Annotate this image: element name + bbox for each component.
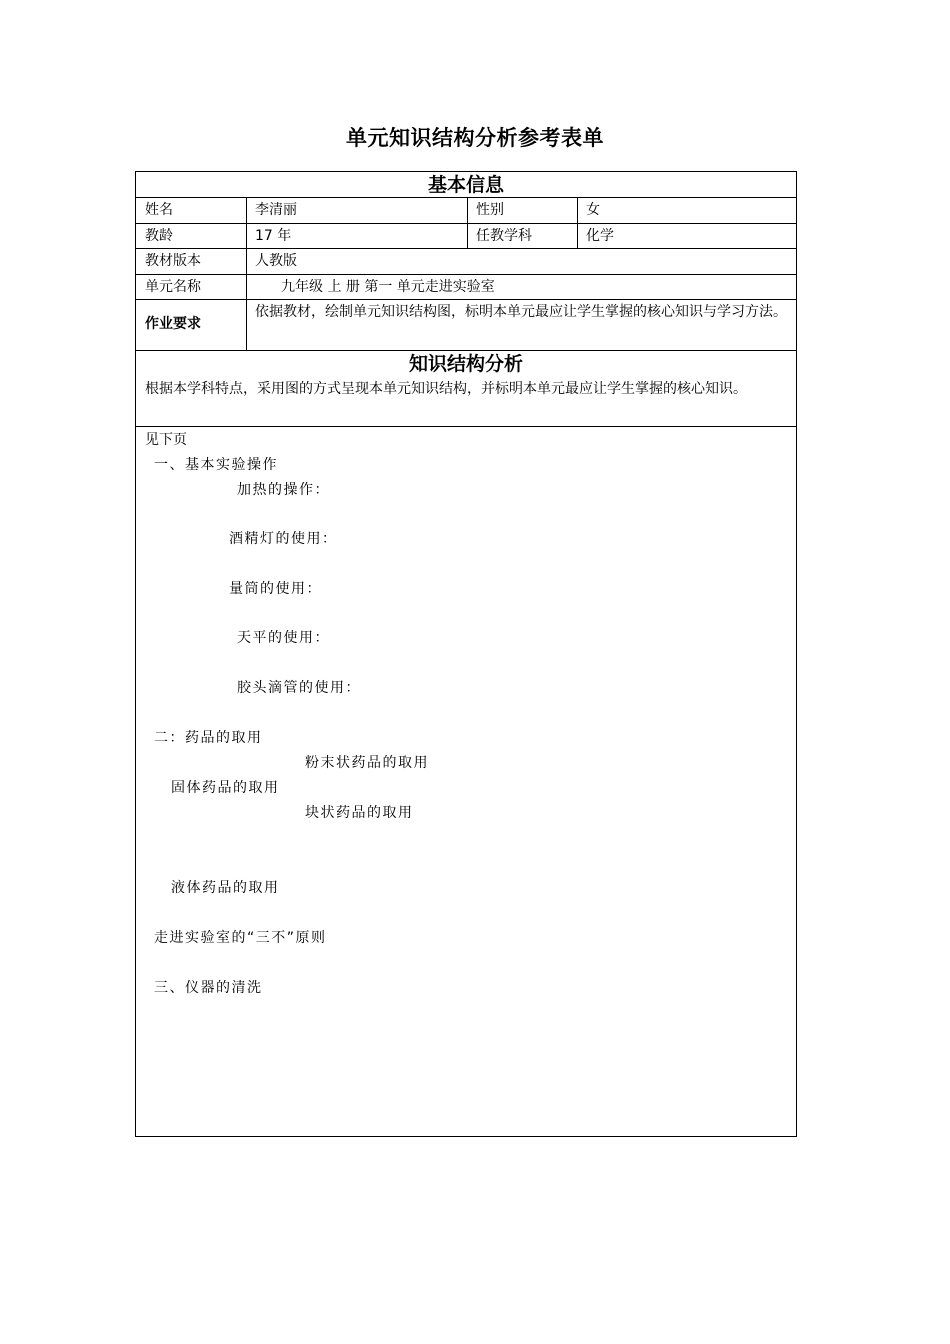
task-value: 依据教材，绘制单元知识结构图，标明本单元最应让学生掌握的核心知识与学习方法。 — [255, 304, 787, 320]
outline-item-three-no: 走进实验室的“三不”原则 — [154, 930, 327, 946]
outline-item-heating: 加热的操作： — [237, 482, 330, 498]
task-label: 作业要求 — [145, 316, 201, 332]
row-divider — [136, 426, 796, 427]
outline-item-liquid: 液体药品的取用 — [171, 880, 280, 896]
years-label: 教龄 — [145, 228, 173, 244]
form-table — [135, 171, 797, 1137]
row-divider — [136, 248, 796, 249]
column-divider — [577, 197, 578, 248]
section-2-heading: 二：药品的取用 — [154, 730, 263, 746]
textbook-label: 教材版本 — [145, 253, 201, 269]
outline-item-dropper: 胶头滴管的使用： — [237, 680, 361, 696]
name-label: 姓名 — [145, 202, 173, 218]
name-value: 李清丽 — [255, 202, 297, 218]
see-next-page: 见下页 — [145, 432, 187, 448]
analysis-instruction: 根据本学科特点，采用图的方式呈现本单元知识结构，并标明本单元最应让学生掌握的核心知识。 — [145, 381, 747, 397]
subject-value: 化学 — [586, 228, 614, 244]
unit-label: 单元名称 — [145, 279, 201, 295]
outline-item-cylinder: 量筒的使用： — [229, 581, 322, 597]
gender-value: 女 — [586, 202, 600, 218]
unit-value: 九年级 上 册 第一 单元走进实验室 — [281, 279, 495, 295]
outline-item-lamp: 酒精灯的使用： — [229, 531, 338, 547]
outline-item-block: 块状药品的取用 — [305, 805, 414, 821]
column-divider — [467, 197, 468, 248]
years-value: 17 年 — [255, 228, 292, 244]
outline-item-solid: 固体药品的取用 — [171, 780, 280, 796]
section-1-heading: 一、基本实验操作 — [154, 457, 278, 473]
document-title: 单元知识结构分析参考表单 — [346, 126, 604, 150]
row-divider — [136, 197, 796, 198]
row-divider — [136, 223, 796, 224]
textbook-value: 人教版 — [255, 253, 297, 269]
outline-item-balance: 天平的使用： — [237, 630, 330, 646]
section-3-heading: 三、仪器的清洗 — [154, 980, 263, 996]
gender-label: 性别 — [476, 202, 504, 218]
analysis-heading: 知识结构分析 — [408, 353, 523, 375]
outline-item-powder: 粉末状药品的取用 — [305, 755, 429, 771]
subject-label: 任教学科 — [476, 228, 532, 244]
column-divider — [246, 197, 247, 350]
basic-info-heading: 基本信息 — [427, 174, 504, 196]
